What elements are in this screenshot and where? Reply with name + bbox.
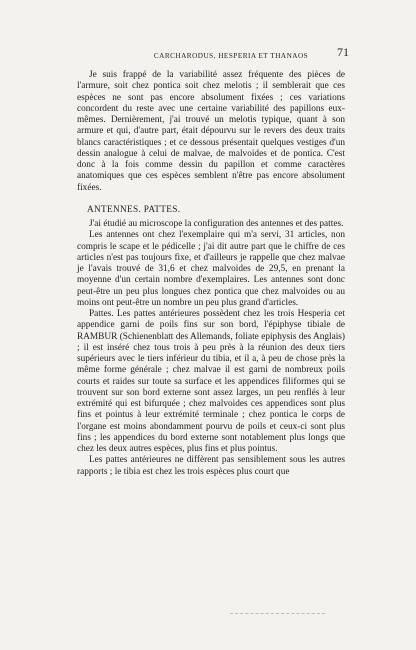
faint-bottom-mark	[230, 612, 325, 614]
paragraph-pattes: Pattes. Les pattes antérieures possèdent chez les trois Hesperia cet appendice garni de poils fins sur son bord, l'épiphyse tibiale de RAMBUR (Schienenblatt des Allemands, foliate epiphysis des Anglais) ; il est inséré chez tous trois à peu près à la réunion des deux tiers supérieurs avec le tiers inférieur du tibia, et il a, à peu de chose près la même forme générale ; chez malvae il est garni de nombreux poils courts et raides sur toute sa surface et les appendices filiformes qui se trouvent sur son bord externe sont assez larges, un peu renflés à leur extrémité qui est bifurquée ; chez malvoides ces appendices sont plus fins et pointus à leur extrémité terminale ; chez pontica le corps de l'organe est moins abondamment pourvu de poils et ceux-ci sont plus fins ; les appendices du bord externe sont notablement plus longs que chez les deux autres espèces, plus fins et plus pointus.	[77, 309, 345, 454]
section-heading-antennes-pattes: ANTENNES. PATTES.	[87, 204, 181, 215]
paragraph-antennes: Les antennes ont chez l'exemplaire qui m'a servi, 31 articles, non compris le scape et le pédicelle ; j'ai dit autre part que le chiffre de ces articles n'est pas toujours fixe, et d'ailleurs je rappelle que chez malvae je l'avais trouvé de 31,6 et chez malvoides de 29,5, en prenant la moyenne d'un certain nombre d'exemplaires. Les antennes sont donc peut-être un peu plus longues chez pontica que chez malvoides ou au moins ont peut-être un nombre un peu plus grand d'articles.	[77, 230, 345, 308]
body-text	[77, 70, 345, 478]
page-number: 71	[337, 45, 349, 59]
running-head: CARCHARODUS, HESPERIA ET THANAOS	[153, 52, 309, 60]
paragraph-microscope: J'ai étudié au microscope la configuration des antennes et des pattes.	[89, 219, 344, 229]
paragraph-variability: Je suis frappé de la variabilité assez fréquente des pièces de l'armure, soit chez pontica soit chez melotis ; il semblerait que ces espèces ne sont pas encore absolument fixées ; ces variations concordent du reste avec une certaine variabilité des papillons eux-mêmes. Dernièrement, j'ai trouvé un melotis typique, quant à son armure et qui, d'autre part, était dépourvu sur le revers des deux traits blancs caractéristiques ; et ce dessous présentait quelques vestiges d'un dessin analogue à celui de malvae, de malvoides et de pontica. C'est donc à la fois comme dessin du papillon et comme caractères anatomiques que ces espèces semblent n'être pas encore absolument fixées.	[77, 70, 345, 193]
paragraph-pattes-anterieures: Les pattes antérieures ne diffèrent pas sensiblement sous les autres rapports ; le tibia est chez les trois espèces plus court que	[77, 455, 345, 477]
